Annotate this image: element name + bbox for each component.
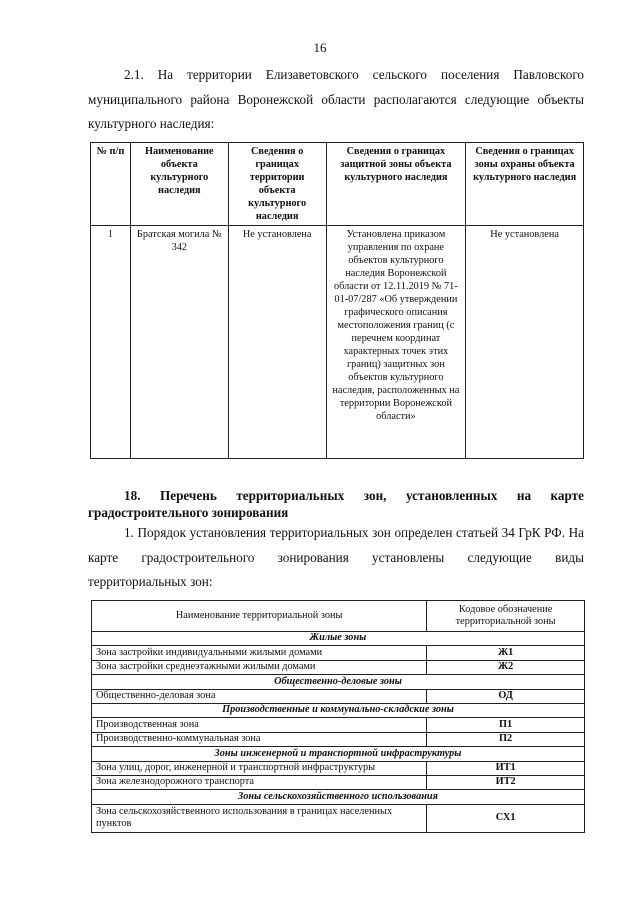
zone-name: Зона железнодорожного транспорта bbox=[92, 775, 427, 789]
page-number: 16 bbox=[313, 40, 327, 55]
zone-group-row bbox=[92, 703, 585, 717]
cell-number: 1 bbox=[91, 226, 131, 459]
table-row bbox=[92, 761, 585, 775]
zones-table-header-row bbox=[92, 601, 585, 632]
heritage-table-header-row bbox=[91, 143, 584, 226]
header-object-name: Наименование объекта культурного наследия bbox=[130, 143, 228, 226]
cell-protective-zone: Установлена приказом управления по охране объектов культурного наследия Воронежской области от 12.11.2019 № 71-01-07/287 «Об утверждении графического описания местоположения границ (с перечнем координат характерных точек этих границ) защитных зон объектов культурного наследия, расположенных на территории Воронежской области» bbox=[326, 226, 466, 459]
cell-object-name: Братская могила № 342 bbox=[130, 226, 228, 459]
zone-name: Зона улиц, дорог, инженерной и транспортной инфраструктуры bbox=[92, 761, 427, 775]
zone-code: СХ1 bbox=[427, 804, 585, 832]
zone-code: П2 bbox=[427, 732, 585, 746]
zone-name: Зона застройки среднеэтажными жилыми домами bbox=[92, 660, 427, 674]
section-paragraph: 1. Порядок установления территориальных зон определен статьей 34 ГрК РФ. На карте градостроительного зонирования установлены следующие виды территориальных зон: bbox=[88, 525, 584, 589]
zone-group-title: Общественно-деловые зоны bbox=[92, 675, 585, 689]
header-security-zone: Сведения о границах зоны охраны объекта культурного наследия bbox=[466, 143, 584, 226]
zone-name: Производственно-коммунальная зона bbox=[92, 732, 427, 746]
intro-paragraph: 2.1. На территории Елизаветовского сельского поселения Павловского муниципального района Воронежской области располагаются следующие объекты культурного наследия: bbox=[88, 67, 584, 131]
header-zone-code: Кодовое обозначение территориальной зоны bbox=[427, 601, 585, 632]
zone-code: ИТ1 bbox=[427, 761, 585, 775]
table-row bbox=[92, 718, 585, 732]
table-row bbox=[92, 646, 585, 660]
zone-code: Ж2 bbox=[427, 660, 585, 674]
section-heading: 18. Перечень территориальных зон, установленных на карте градостроительного зонирования bbox=[88, 488, 584, 520]
zone-group-title: Зоны инженерной и транспортной инфраструктуры bbox=[92, 747, 585, 761]
heritage-objects-table bbox=[90, 142, 584, 459]
table-row bbox=[92, 732, 585, 746]
zone-group-title: Зоны сельскохозяйственного использования bbox=[92, 790, 585, 804]
header-protective-zone: Сведения о границах защитной зоны объекта культурного наследия bbox=[326, 143, 466, 226]
zone-name: Зона застройки индивидуальными жилыми домами bbox=[92, 646, 427, 660]
cell-territory-bounds: Не установлена bbox=[228, 226, 326, 459]
zone-code: ИТ2 bbox=[427, 775, 585, 789]
zone-name: Производственная зона bbox=[92, 718, 427, 732]
table-row bbox=[92, 660, 585, 674]
table-row bbox=[91, 226, 584, 459]
header-territory-bounds: Сведения о границах территории объекта культурного наследия bbox=[228, 143, 326, 226]
territorial-zones-table bbox=[91, 600, 585, 833]
zone-group-row bbox=[92, 632, 585, 646]
zone-group-title: Жилые зоны bbox=[92, 632, 585, 646]
zone-name: Зона сельскохозяйственного использования в границах населенных пунктов bbox=[92, 804, 427, 832]
table-row bbox=[92, 804, 585, 832]
header-zone-name: Наименование территориальной зоны bbox=[92, 601, 427, 632]
zone-code: П1 bbox=[427, 718, 585, 732]
table-row bbox=[92, 689, 585, 703]
table-row bbox=[92, 775, 585, 789]
zone-group-title: Производственные и коммунально-складские зоны bbox=[92, 703, 585, 717]
cell-security-zone: Не установлена bbox=[466, 226, 584, 459]
zone-group-row bbox=[92, 675, 585, 689]
zone-group-row bbox=[92, 790, 585, 804]
zone-group-row bbox=[92, 747, 585, 761]
zone-name: Общественно-деловая зона bbox=[92, 689, 427, 703]
zone-code: ОД bbox=[427, 689, 585, 703]
header-number: № п/п bbox=[91, 143, 131, 226]
zone-code: Ж1 bbox=[427, 646, 585, 660]
